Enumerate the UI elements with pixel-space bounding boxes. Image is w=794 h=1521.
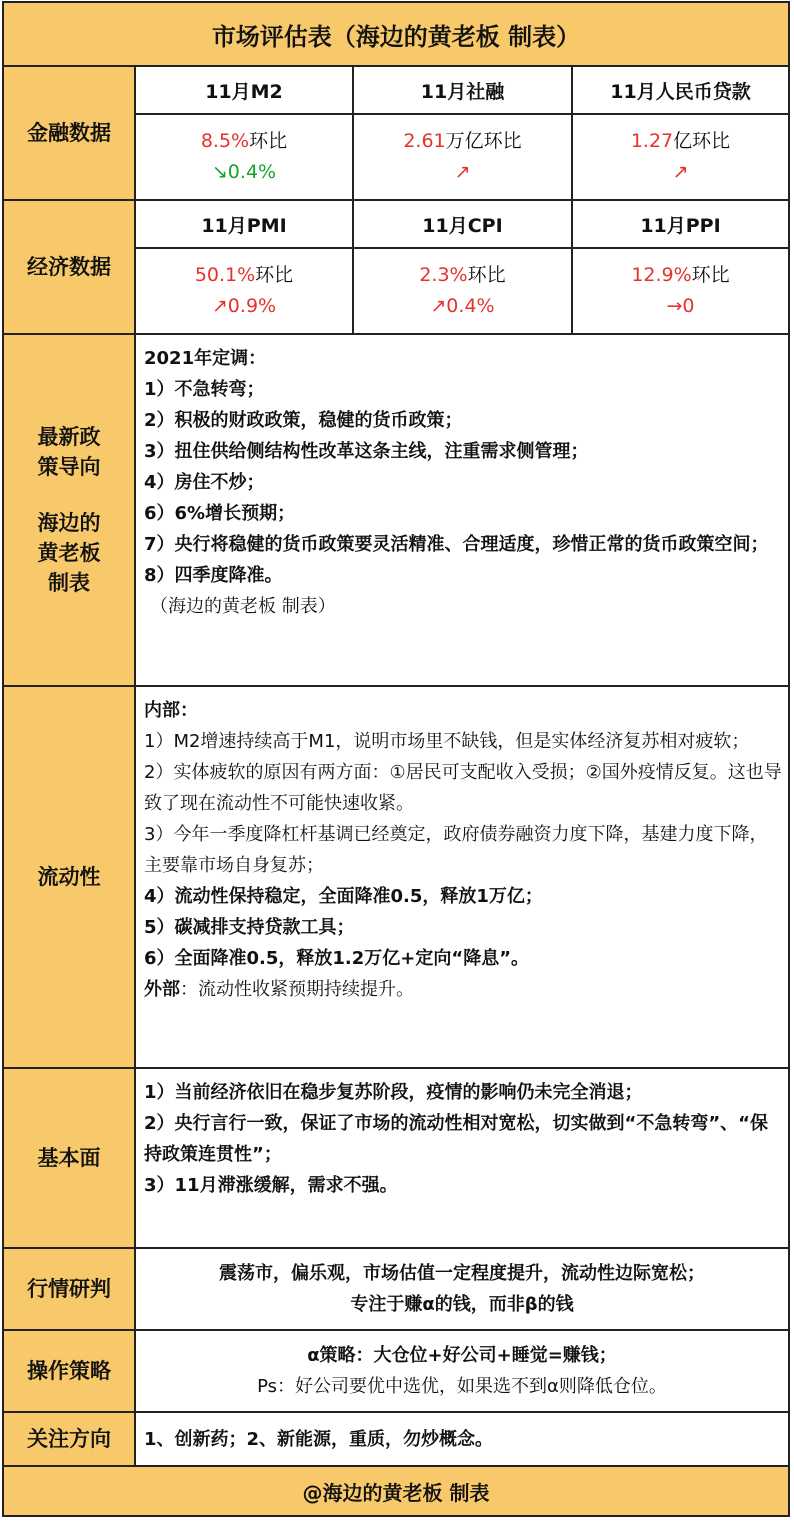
list-item: 6）全面降准0.5，释放1.2万亿+定向“降息”。: [144, 948, 530, 969]
cpi-value-cell: 2.3%环比 ↗0.4%: [354, 249, 573, 333]
cpi-value: 2.3%: [419, 264, 468, 286]
list-item: 4）房住不炒；: [144, 472, 265, 493]
market-assessment-table: [2, 1, 790, 1517]
m2-value-cell: 8.5%环比 ↘0.4%: [136, 115, 354, 199]
list-item: 3）今年一季度降杠杆基调已经奠定，政府债券融资力度下降，基建力度下降，主要靠市场自身复苏；: [144, 824, 768, 876]
pmi-change: ↗0.9%: [211, 295, 277, 317]
pmi-value: 50.1%: [194, 264, 256, 286]
table-title-text: 市场评估表（海边的黄老板 制表）: [211, 22, 581, 51]
m2-header: 11月M2: [136, 67, 354, 115]
focus-label: 关注方向: [4, 1413, 136, 1465]
footer-text: @海边的黄老板 制表: [302, 1480, 490, 1505]
pmi-header: 11月PMI: [136, 201, 354, 249]
focus-row: [4, 1413, 788, 1467]
rmb-loans-value-cell: 1.27亿环比 ↗: [573, 115, 788, 199]
policy-note: （海边的黄老板 制表）: [150, 596, 336, 617]
ppi-value: 12.9%: [631, 264, 692, 286]
table-title: [4, 3, 788, 67]
rmb-loans-value: 1.27: [630, 130, 674, 152]
cpi-change: ↗0.4%: [430, 295, 495, 317]
fundamentals-text: [144, 1077, 782, 1201]
social-financing-change: ↗: [454, 161, 471, 183]
policy-row: [4, 335, 788, 687]
list-item: 2）央行言行一致，保证了市场的流动性相对宽松，切实做到“不急转弯”、“保持政策连贯性”；: [144, 1113, 769, 1165]
list-item: 8）四季度降准。: [144, 565, 283, 586]
liquidity-row: [4, 687, 788, 1069]
rmb-loans-header: 11月人民币贷款: [573, 67, 788, 115]
pmi-value-cell: 50.1%环比 ↗0.9%: [136, 249, 354, 333]
m2-change: ↘0.4%: [211, 161, 277, 183]
economic-data-row: [4, 201, 788, 335]
social-financing-value-cell: 2.61万亿环比 ↗: [354, 115, 573, 199]
list-item: 7）央行将稳健的货币政策要灵活精准、合理适度，珍惜正常的货币政策空间；: [144, 534, 769, 555]
list-item: 1）M2增速持续高于M1，说明市场里不缺钱，但是实体经济复苏相对疲软；: [144, 731, 750, 752]
strategy-text: α策略：大仓位+好公司+睡觉=赚钱； Ps：好公司要优中选优，如果选不到α则降低仓位。: [257, 1345, 667, 1397]
rmb-loans-change: ↗: [672, 161, 689, 183]
list-item: 1）不急转弯；: [144, 379, 265, 400]
liquidity-label: 流动性: [4, 687, 136, 1067]
list-item: 2）积极的财政政策，稳健的货币政策；: [144, 410, 463, 431]
list-item: 4）流动性保持稳定，全面降准0.5，释放1万亿；: [144, 886, 543, 907]
liquidity-text: [144, 695, 782, 1005]
social-financing-header: 11月社融: [354, 67, 573, 115]
policy-text: [144, 343, 782, 622]
financial-data-row: [4, 67, 788, 201]
external-line: 外部：流动性收紧预期持续提升。: [144, 979, 414, 1000]
cpi-header: 11月CPI: [354, 201, 573, 249]
list-item: 1）当前经济依旧在稳步复苏阶段，疫情的影响仍未完全消退；: [144, 1082, 643, 1103]
list-item: 6）6%增长预期；: [144, 503, 296, 524]
fundamentals-label: 基本面: [4, 1069, 136, 1247]
internal-heading: 内部：: [144, 700, 198, 721]
market-view-row: [4, 1249, 788, 1331]
table-footer: [4, 1467, 788, 1515]
social-financing-value: 2.61: [403, 130, 446, 152]
list-item: 5）碳减排支持贷款工具；: [144, 917, 355, 938]
list-item: 3）扭住供给侧结构性改革这条主线，注重需求侧管理；: [144, 441, 589, 462]
list-item: 2）实体疲软的原因有两方面：①居民可支配收入受损；②国外疫情反复。这也导致了现在流动性不可能快速收紧。: [144, 762, 782, 814]
strategy-row: [4, 1331, 788, 1413]
economic-data-label: 经济数据: [4, 201, 136, 333]
ppi-value-cell: 12.9%环比 →0: [573, 249, 788, 333]
m2-value: 8.5%: [200, 130, 250, 152]
policy-heading: 2021年定调：: [144, 348, 267, 369]
list-item: 3）11月滞涨缓解，需求不强。: [144, 1175, 398, 1196]
policy-label: 最新政 策导向 海边的 黄老板 制表: [4, 335, 136, 685]
ppi-header: 11月PPI: [573, 201, 788, 249]
fundamentals-row: [4, 1069, 788, 1249]
focus-text: 1、创新药；2、新能源，重质，勿炒概念。: [144, 1428, 494, 1450]
ppi-change: →0: [666, 295, 695, 317]
market-view-text: 震荡市，偏乐观，市场估值一定程度提升，流动性边际宽松； 专注于赚α的钱，而非β的钱: [219, 1263, 705, 1315]
strategy-label: 操作策略: [4, 1331, 136, 1411]
market-view-label: 行情研判: [4, 1249, 136, 1329]
external-heading: 外部: [144, 979, 180, 1000]
financial-data-label: 金融数据: [4, 67, 136, 199]
